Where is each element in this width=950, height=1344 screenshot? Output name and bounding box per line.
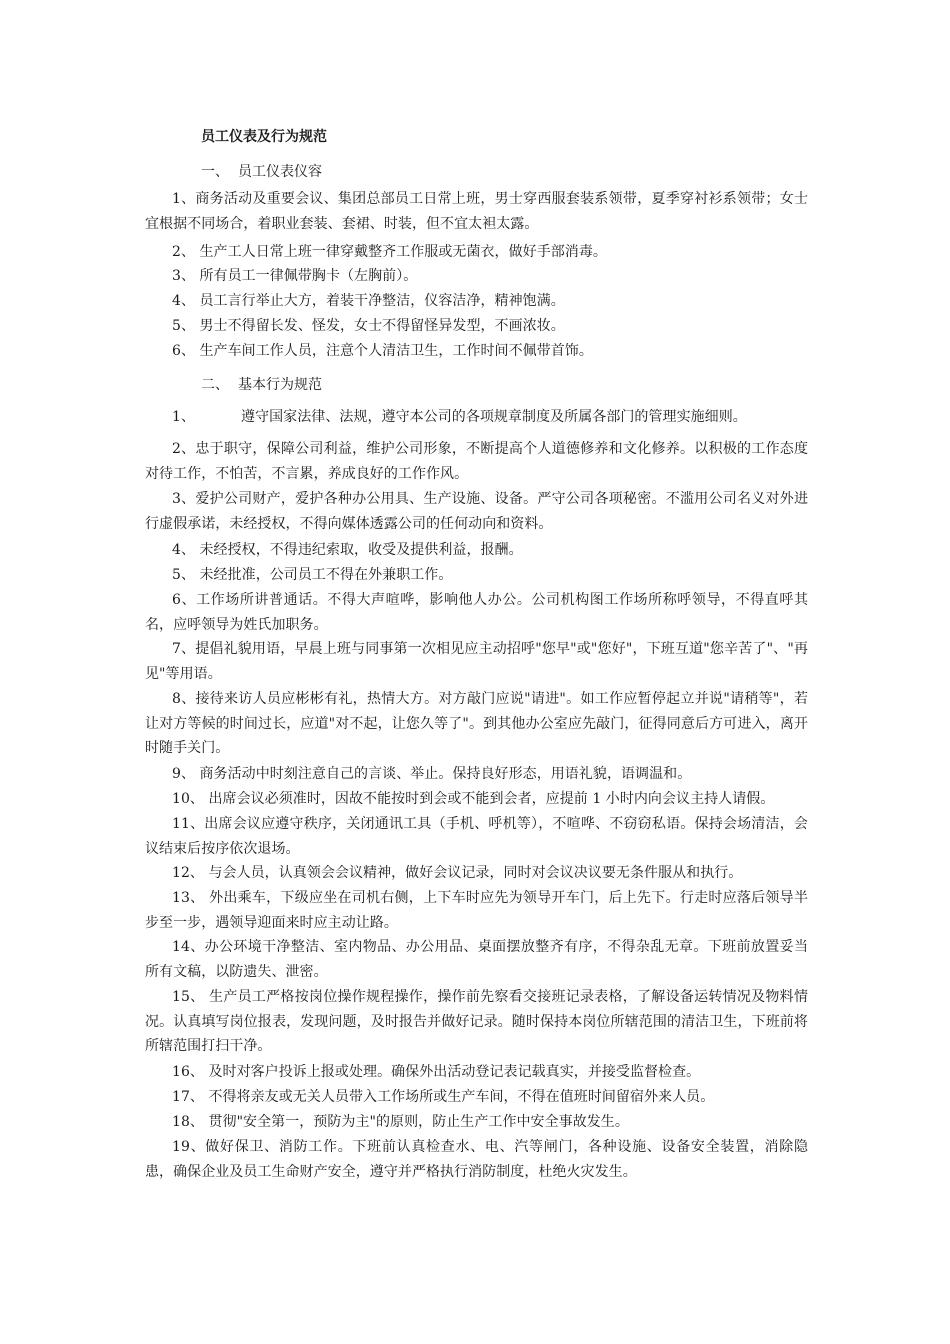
list-item: 1、商务活动及重要会议、集团总部员工日常上班，男士穿西服套装系领带，夏季穿衬衫系领带；女士宜根据不同场合，着职业套装、套裙、时装，但不宜太袒太露。 xyxy=(145,191,808,232)
item-text: 遵守国家法律、法规，遵守本公司的各项规章制度及所属各部门的管理实施细则。 xyxy=(241,409,747,425)
list-item: 2、忠于职守，保障公司利益，维护公司形象，不断提高个人道德修养和文化修养。以积极的工作态度对待工作，不怕苦，不言累，养成良好的工作作风。 xyxy=(145,441,808,482)
list-item: 6、工作场所讲普通话。不得大声喧哗，影响他人办公。公司机构图工作场所称呼领导，不得直呼其名，应呼领导为姓氏加职务。 xyxy=(145,592,808,633)
section-number: 一、 xyxy=(201,164,229,180)
list-item: 3、爱护公司财产，爱护各种办公用具、生产设施、设备。严守公司各项秘密。不滥用公司名义对外进行虚假承诺，未经授权，不得向媒体透露公司的任何动向和资料。 xyxy=(145,491,808,532)
document-title: 员工仪表及行为规范 xyxy=(201,129,327,145)
section-title: 员工仪表仪容 xyxy=(238,164,322,180)
item-number: 1、 xyxy=(172,409,196,425)
section-number: 二、 xyxy=(201,377,229,393)
section-title: 基本行为规范 xyxy=(238,377,322,393)
list-item: 5、 未经批准，公司员工不得在外兼职工作。 xyxy=(172,567,453,583)
list-item: 7、提倡礼貌用语，早晨上班与同事第一次相见应主动招呼"您早"或"您好"，下班互道"您辛苦了"、"再见"等用语。 xyxy=(145,641,808,682)
list-item: 2、 生产工人日常上班一律穿戴整齐工作服或无菌衣，做好手部消毒。 xyxy=(172,244,607,260)
list-item: 9、 商务活动中时刻注意自己的言谈、举止。保持良好形态，用语礼貌，语调温和。 xyxy=(172,766,692,782)
document-page xyxy=(145,0,808,1344)
list-item: 12、 与会人员，认真领会会议精神，做好会议记录，同时对会议决议要无条件服从和执行。 xyxy=(172,865,743,881)
list-item: 15、 生产员工严格按岗位操作规程操作，操作前先察看交接班记录表格，了解设备运转情况及物料情况。认真填写岗位报表，发现问题，及时报告并做好记录。随时保持本岗位所辖范围的清洁卫生，下班前将所辖范围打扫干净。 xyxy=(145,989,808,1054)
section-heading-appearance xyxy=(201,161,322,181)
list-item: 3、 所有员工一律佩带胸卡（左胸前）。 xyxy=(172,268,418,284)
list-item: 18、 贯彻"安全第一，预防为主"的原则，防止生产工作中安全事故发生。 xyxy=(172,1114,629,1130)
list-item: 13、 外出乘车，下级应坐在司机右侧，上下车时应先为领导开车门，后上先下。行走时应落后领导半步至一步，遇领导迎面来时应主动让路。 xyxy=(145,890,808,931)
list-item: 16、 及时对客户投诉上报或处理。确保外出活动登记表记载真实，并接受监督检查。 xyxy=(172,1064,701,1080)
list-item: 10、 出席会议必须准时，因故不能按时到会或不能到会者，应提前 1 小时内向会议主持人请假。 xyxy=(172,791,775,807)
list-item: 17、 不得将亲友或无关人员带入工作场所或生产车间，不得在值班时间留宿外来人员。 xyxy=(172,1089,715,1105)
section-heading-behavior xyxy=(201,374,322,394)
list-item: 14、办公环境干净整洁、室内物品、办公用品、桌面摆放整齐有序，不得杂乱无章。下班前放置妥当所有文稿，以防遗失、泄密。 xyxy=(145,939,808,980)
list-item xyxy=(145,405,808,430)
list-item: 4、 员工言行举止大方，着装干净整洁，仪容洁净，精神饱满。 xyxy=(172,293,565,309)
list-item: 11、出席会议应遵守秩序，关闭通讯工具（手机、呼机等），不喧哗、不窃窃私语。保持会场清洁，会议结束后按序依次退场。 xyxy=(145,816,808,857)
list-item: 19、做好保卫、消防工作。下班前认真检查水、电、汽等闸门，各种设施、设备安全装置，消除隐患，确保企业及员工生命财产安全，遵守并严格执行消防制度，杜绝火灾发生。 xyxy=(145,1139,808,1180)
list-item: 5、 男士不得留长发、怪发，女士不得留怪异发型，不画浓妆。 xyxy=(172,318,565,334)
list-item: 6、 生产车间工作人员，注意个人清洁卫生，工作时间不佩带首饰。 xyxy=(172,343,593,359)
list-item: 8、接待来访人员应彬彬有礼，热情大方。对方敲门应说"请进"。如工作应暂停起立并说"请稍等"，若让对方等候的时间过长，应道"对不起，让您久等了"。到其他办公室应先敲门，征得同意后方可进入，离开时随手关门。 xyxy=(145,691,808,756)
list-item: 4、 未经授权，不得违纪索取，收受及提供利益，报酬。 xyxy=(172,542,523,558)
